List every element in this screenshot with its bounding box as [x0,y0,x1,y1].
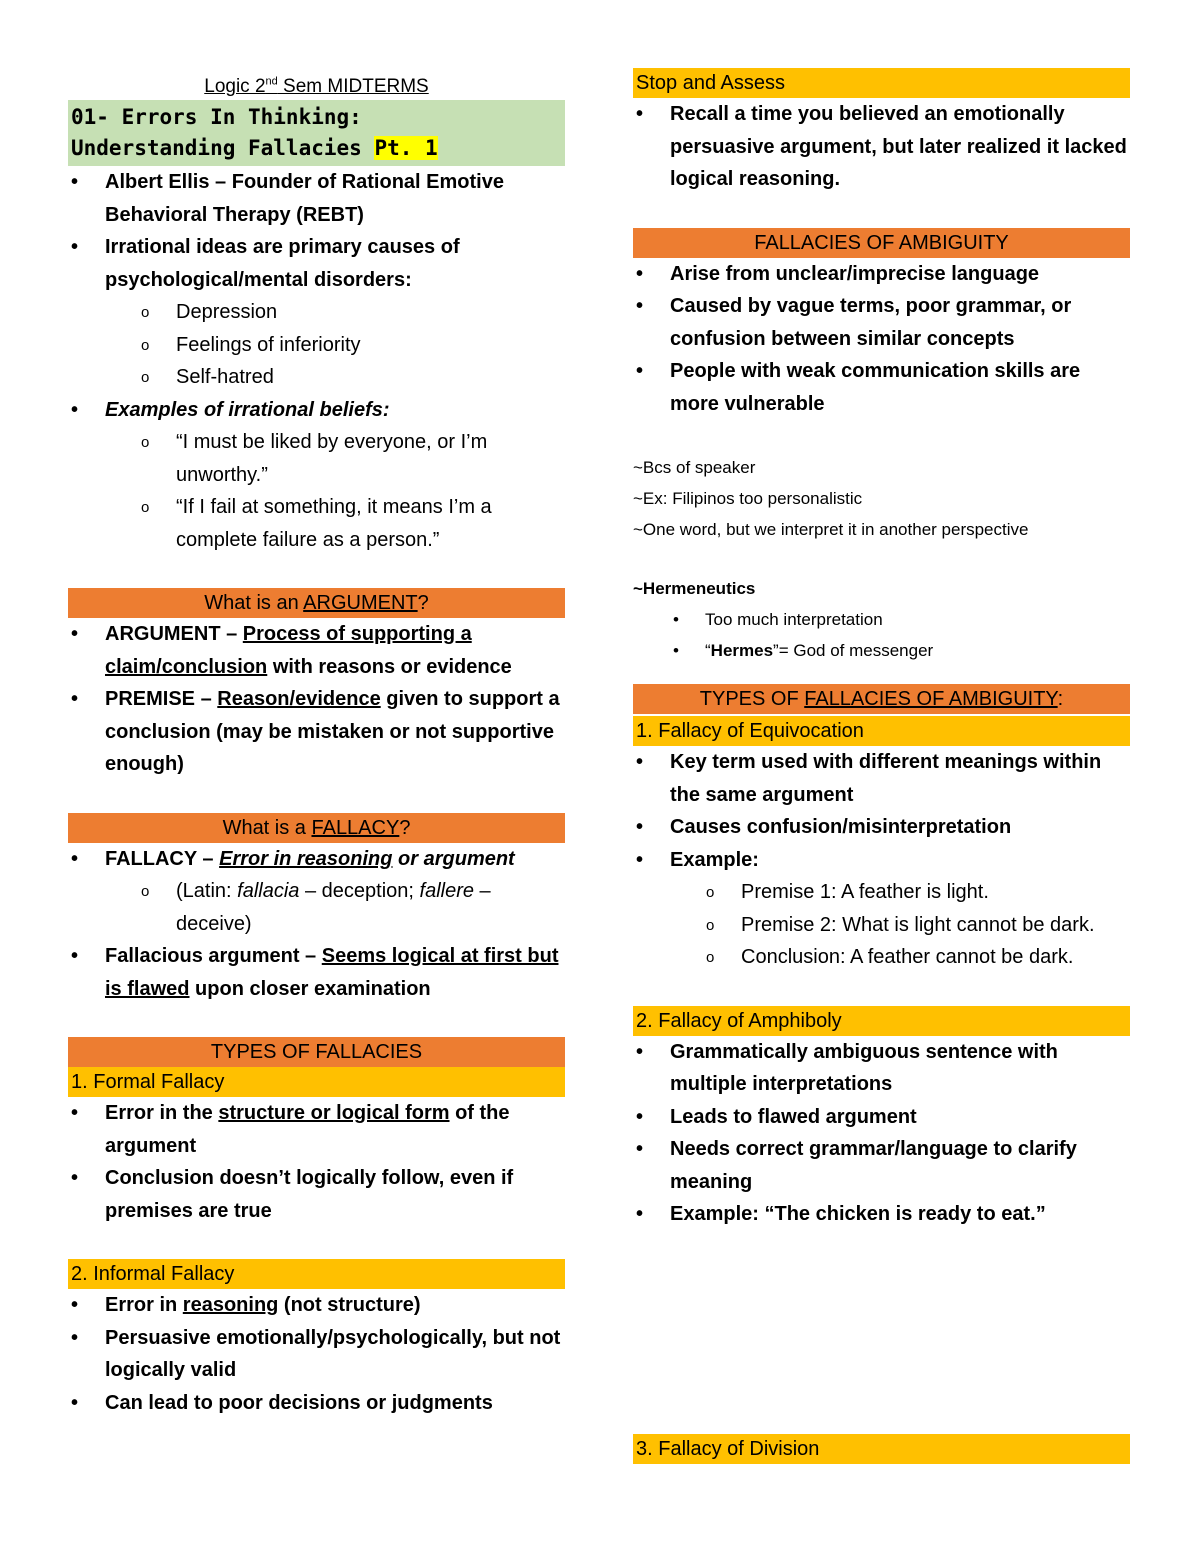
amphiboly-list [633,1036,1130,1231]
list-item: o Self-hatred [68,361,565,394]
list-item: • ARGUMENT – Process of supporting a claim/conclusion with reasons or evidence [68,618,565,683]
note-line: ~One word, but we interpret it in another perspective [633,520,1029,539]
ambiguity-list [633,258,1130,421]
list-item: o Depression [68,296,565,329]
informal-fallacy-header: 2. Informal Fallacy [68,1259,565,1289]
list-item: • PREMISE – Reason/evidence given to support a conclusion (may be mistaken or not supportive enough) [68,683,565,781]
types-section-header: TYPES OF FALLACIES [68,1037,565,1067]
list-item: • Albert Ellis – Founder of Rational Emotive Behavioral Therapy (REBT) [68,166,565,231]
stop-assess-header: Stop and Assess [633,68,1130,98]
fallacious-list [68,940,565,1005]
stop-assess-list [633,98,1130,196]
list-item: • Irrational ideas are primary causes of psychological/mental disorders: [68,231,565,296]
fallacy-section-header: What is a FALLACY? [68,813,565,843]
list-item: • Recall a time you believed an emotionally persuasive argument, but later realized it lacked logical reasoning. [633,98,1130,196]
list-item: • Persuasive emotionally/psychologically, but not logically valid [68,1322,565,1387]
title-superscript: nd [265,76,278,88]
list-item: • Needs correct grammar/language to clarify meaning [633,1133,1130,1198]
list-item: • Arise from unclear/imprecise language [633,258,1130,291]
list-item: o Premise 2: What is light cannot be dark. [633,909,1130,942]
list-item: • Key term used with different meanings within the same argument [633,746,1130,811]
list-item: • “Hermes”= God of messenger [633,635,1130,666]
chapter-heading-line1: 01- Errors In Thinking: [71,105,362,129]
list-item: • Example: “The chicken is ready to eat.” [633,1198,1130,1231]
examples-list [68,394,565,427]
argument-list [68,618,565,781]
equivocation-premises [633,876,1130,974]
list-item: • Can lead to poor decisions or judgments [68,1387,565,1420]
fallacy-list [68,843,565,876]
list-item: o Feelings of inferiority [68,329,565,362]
ambiguity-types-header: TYPES OF FALLACIES OF AMBIGUITY: [633,684,1130,714]
document-title [68,68,565,96]
formal-fallacy-header: 1. Formal Fallacy [68,1067,565,1097]
latin-list [68,875,565,940]
list-item: o Conclusion: A feather cannot be dark. [633,941,1130,974]
hermeneutics-list [633,604,1130,666]
equivocation-header: 1. Fallacy of Equivocation [633,716,1130,746]
list-item: o Premise 1: A feather is light. [633,876,1130,909]
equivocation-list [633,746,1130,876]
right-column [633,68,1130,1231]
informal-list [68,1289,565,1419]
list-item: o “If I fail at something, it means I’m a complete failure as a person.” [68,491,565,556]
part-label: Pt. 1 [374,136,438,160]
chapter-heading-line2: Understanding Fallacies [71,136,375,160]
amphiboly-header: 2. Fallacy of Amphiboly [633,1006,1130,1036]
list-item: • FALLACY – Error in reasoning or argument [68,843,565,876]
list-item: • Fallacious argument – Seems logical at first but is flawed upon closer examination [68,940,565,1005]
division-header: 3. Fallacy of Division [633,1434,1130,1464]
beliefs-list [68,426,565,556]
list-item: • Error in reasoning (not structure) [68,1289,565,1322]
list-item: • Caused by vague terms, poor grammar, or confusion between similar concepts [633,290,1130,355]
list-item: • Error in the structure or logical form of the argument [68,1097,565,1162]
disorders-list [68,296,565,394]
formal-list [68,1097,565,1227]
chapter-heading [68,100,565,166]
left-column [68,68,565,1419]
list-item: • Grammatically ambiguous sentence with multiple interpretations [633,1036,1130,1101]
note-line: ~Bcs of speaker [633,458,756,477]
list-item: • People with weak communication skills are more vulnerable [633,355,1130,420]
note-line: ~Ex: Filipinos too personalistic [633,489,863,508]
list-item: o (Latin: fallacia – deception; fallere – deceive) [68,875,565,940]
list-item: • Leads to flawed argument [633,1101,1130,1134]
title-text-suffix: Sem MIDTERMS [277,76,429,98]
list-item: • Examples of irrational beliefs: [68,394,565,427]
ambiguity-section-header: FALLACIES OF AMBIGUITY [633,228,1130,258]
list-item: • Too much interpretation [633,604,1130,635]
hermeneutics-label: ~Hermeneutics [633,579,756,598]
title-text: Logic 2 [204,76,266,98]
intro-list [68,166,565,296]
list-item: • Conclusion doesn’t logically follow, even if premises are true [68,1162,565,1227]
list-item: o “I must be liked by everyone, or I’m unworthy.” [68,426,565,491]
argument-section-header: What is an ARGUMENT? [68,588,565,618]
list-item: • Example: [633,844,1130,877]
list-item: • Causes confusion/misinterpretation [633,811,1130,844]
